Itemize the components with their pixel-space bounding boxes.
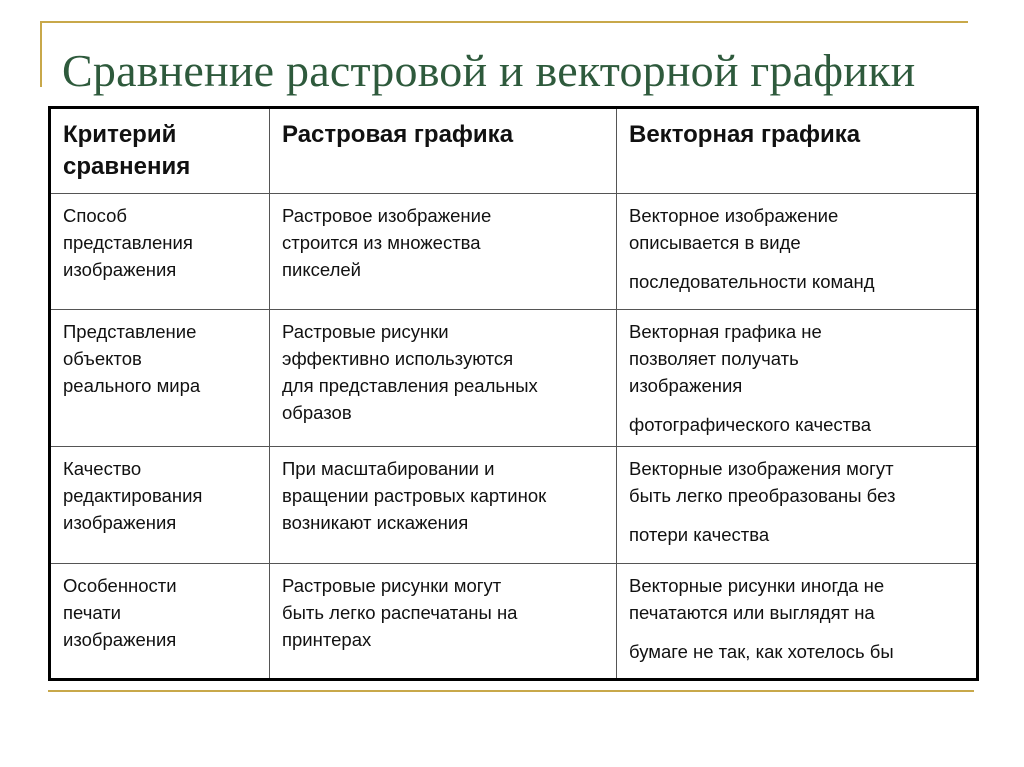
header-raster [270, 108, 617, 194]
cell-line: образов [282, 402, 352, 423]
cell-line: потери качества [629, 524, 770, 545]
raster-cell [270, 310, 617, 447]
cell-line: позволяет получать [629, 348, 799, 369]
cell-line: быть легко распечатаны на [282, 602, 518, 623]
cell-line: представления [63, 232, 193, 253]
cell-line: Векторное изображение [629, 205, 839, 226]
cell-line: эффективно используются [282, 348, 514, 369]
header-criterion [50, 108, 270, 194]
header-raster-label: Растровая графика [282, 121, 514, 148]
left-decorative-rule [40, 21, 42, 87]
vector-cell [617, 194, 978, 310]
cell-line: бумаге не так, как хотелось бы [629, 641, 894, 662]
cell-line: быть легко преобразованы без [629, 485, 896, 506]
cell-line: вращении растровых картинок [282, 485, 547, 506]
cell-line: Векторные рисунки иногда не [629, 575, 885, 596]
cell-line: последовательности команд [629, 271, 875, 292]
cell-line: Особенности [63, 575, 177, 596]
criterion-cell [50, 447, 270, 564]
header-vector [617, 108, 978, 194]
cell-line: Способ [63, 205, 128, 226]
cell-line: Растровое изображение [282, 205, 492, 226]
cell-line: принтерах [282, 629, 372, 650]
cell-line: Растровые рисунки могут [282, 575, 502, 596]
cell-line: изображения [63, 512, 177, 533]
vector-cell [617, 310, 978, 447]
criterion-cell [50, 310, 270, 447]
header-criterion-line: сравнения [63, 153, 191, 180]
table-row [50, 194, 978, 310]
cell-line: Представление [63, 321, 197, 342]
cell-line: Векторные изображения могут [629, 458, 894, 479]
comparison-table [48, 106, 979, 681]
cell-line: изображения [629, 375, 743, 396]
table-row [50, 447, 978, 564]
cell-line: Растровые рисунки [282, 321, 449, 342]
cell-line: фотографического качества [629, 414, 872, 435]
vector-cell [617, 447, 978, 564]
cell-line: изображения [63, 629, 177, 650]
raster-cell [270, 564, 617, 680]
cell-line: Векторная графика не [629, 321, 822, 342]
top-decorative-rule [40, 21, 968, 23]
cell-line: реального мира [63, 375, 201, 396]
cell-line: для представления реальных [282, 375, 538, 396]
cell-line: изображения [63, 259, 177, 280]
slide-title: Сравнение растровой и векторной графики [62, 45, 916, 96]
raster-cell [270, 194, 617, 310]
cell-line: При масштабировании и [282, 458, 495, 479]
cell-line: строится из множества [282, 232, 481, 253]
vector-cell [617, 564, 978, 680]
cell-line: Качество [63, 458, 142, 479]
table-header-row [50, 108, 978, 194]
cell-line: печати [63, 602, 122, 623]
cell-line: описывается в виде [629, 232, 801, 253]
table-row [50, 310, 978, 447]
header-criterion-line: Критерий [63, 121, 177, 148]
raster-cell [270, 447, 617, 564]
cell-line: возникают искажения [282, 512, 469, 533]
bottom-decorative-rule [48, 690, 974, 692]
table-row [50, 564, 978, 680]
cell-line: редактирования [63, 485, 203, 506]
cell-line: объектов [63, 348, 142, 369]
header-vector-label: Векторная графика [629, 121, 861, 148]
criterion-cell [50, 194, 270, 310]
criterion-cell [50, 564, 270, 680]
cell-line: пикселей [282, 259, 361, 280]
cell-line: печатаются или выглядят на [629, 602, 875, 623]
